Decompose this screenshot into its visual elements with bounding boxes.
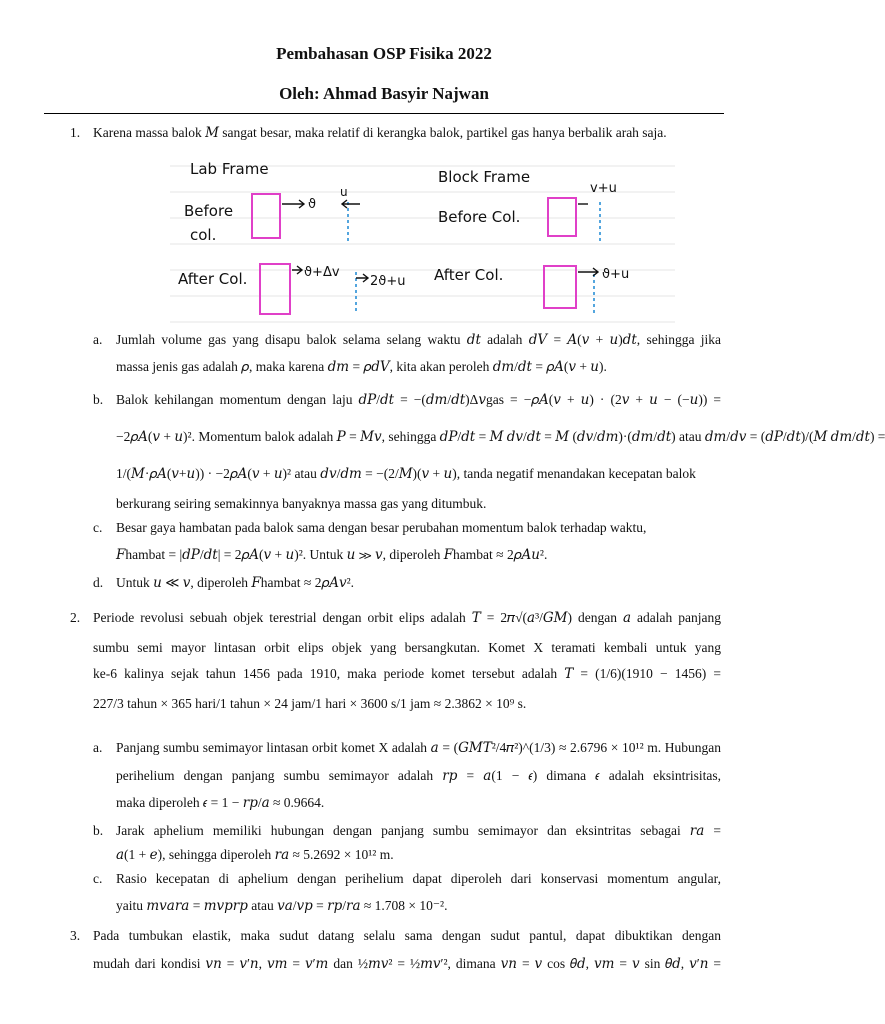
collision-sketch bbox=[170, 152, 675, 324]
part-text: 𝐹hambat = |𝑑𝑃/𝑑𝑡| = 2𝜌𝐴(𝑣 + 𝑢)². Untuk 𝑢 ≫ 𝑣, diperoleh 𝐹hambat ≈ 2𝜌𝐴𝑢². bbox=[116, 547, 548, 562]
problem-number: 3. bbox=[70, 928, 81, 943]
problem-text: sumbu semi mayor lintasan orbit elips objek yang bersangkutan. Komet X teramati kembali untuk yang bbox=[93, 640, 721, 655]
before-col-right-label: Before Col. bbox=[438, 208, 521, 226]
part-label: d. bbox=[93, 575, 104, 590]
part-label: c. bbox=[93, 871, 103, 886]
part-label: b. bbox=[93, 392, 104, 407]
page-title: Pembahasan OSP Fisika 2022 bbox=[276, 44, 492, 63]
part-label: b. bbox=[93, 823, 104, 838]
lab-after-block-label: ϑ+Δv bbox=[304, 265, 340, 280]
block-after-label: ϑ+u bbox=[602, 267, 630, 282]
problem-number: 2. bbox=[70, 610, 81, 625]
part-label: a. bbox=[93, 332, 103, 347]
part-text: Untuk 𝑢 ≪ 𝑣, diperoleh 𝐹hambat ≈ 2𝜌𝐴𝑣². bbox=[116, 575, 354, 590]
lab-before-u-label: u bbox=[340, 185, 348, 199]
problem-text: Pada tumbukan elastik, maka sudut datang selalu sama dengan sudut pantul, dapat dibuktikan dengan bbox=[93, 928, 721, 943]
before-col-label: Before bbox=[184, 202, 234, 220]
lab-block-before bbox=[252, 194, 280, 238]
part-text: Jarak aphelium memiliki hubungan dengan panjang sumbu semimayor dan eksintritas sebagai 𝑟𝑎 = bbox=[116, 823, 721, 838]
part-text: berkurang seiring semakinnya banyaknya massa gas yang ditumbuk. bbox=[116, 496, 487, 511]
header-divider bbox=[44, 113, 724, 114]
problem-number: 1. bbox=[70, 125, 81, 140]
part-text: yaitu 𝑚𝑣𝑎𝑟𝑎 = 𝑚𝑣𝑝𝑟𝑝 atau 𝑣𝑎/𝑣𝑝 = 𝑟𝑝/𝑟𝑎 ≈ 1.708 × 10⁻². bbox=[116, 898, 448, 913]
lab-block-after bbox=[260, 264, 290, 314]
part-text: Balok kehilangan momentum dengan laju 𝑑𝑃/𝑑𝑡 = −(𝑑𝑚/𝑑𝑡)Δ𝑣gas = −𝜌𝐴(𝑣 + 𝑢) · (2𝑣 + 𝑢 − (−𝑢)) = bbox=[116, 392, 721, 407]
part-text: maka diperoleh 𝜖 = 1 − 𝑟𝑝/𝑎 ≈ 0.9664. bbox=[116, 795, 325, 810]
after-col-label: After Col. bbox=[178, 270, 248, 288]
part-label: a. bbox=[93, 740, 103, 755]
block-before-label: v+u bbox=[590, 181, 617, 196]
part-text: 𝑎(1 + 𝑒), sehingga diperoleh 𝑟𝑎 ≈ 5.2692 × 10¹² m. bbox=[116, 847, 394, 862]
part-text: massa jenis gas adalah 𝜌, maka karena 𝑑𝑚 = 𝜌𝑑𝑉, kita akan peroleh 𝑑𝑚/𝑑𝑡 = 𝜌𝐴(𝑣 + 𝑢). bbox=[116, 359, 607, 374]
block-frame-label: Block Frame bbox=[438, 168, 531, 186]
page-author: Oleh: Ahmad Basyir Najwan bbox=[279, 84, 489, 103]
problem-text: 227/3 tahun × 365 hari/1 tahun × 24 jam/1 hari × 3600 s/1 jam ≈ 2.3862 × 10⁹ s. bbox=[93, 696, 527, 711]
before-col-label-2: col. bbox=[190, 226, 217, 244]
part-text: perihelium dengan panjang sumbu semimayor adalah 𝑟𝑝 = 𝑎(1 − 𝜖) dimana 𝜖 adalah eksintrisitas, bbox=[116, 768, 721, 783]
part-text: 1/(𝑀·𝜌𝐴(𝑣+𝑢)) · −2𝜌𝐴(𝑣 + 𝑢)² atau 𝑑𝑣/𝑑𝑚 = −(2/𝑀)(𝑣 + 𝑢), tanda negatif menandakan kecepatan balok bbox=[116, 466, 696, 481]
problem-text: ke-6 kalinya sejak tahun 1456 pada 1910, maka periode komet tersebut adalah 𝑇 = (1/6)(1910 − 1456) = bbox=[93, 666, 721, 681]
part-text: Jumlah volume gas yang disapu balok selama selang waktu 𝑑𝑡 adalah 𝑑𝑉 = 𝐴(𝑣 + 𝑢)𝑑𝑡, sehingga jika bbox=[116, 332, 721, 347]
part-label: c. bbox=[93, 520, 103, 535]
lab-frame-label: Lab Frame bbox=[190, 160, 269, 178]
lab-after-gas-label: 2ϑ+u bbox=[370, 274, 406, 289]
frame-block-after bbox=[544, 266, 576, 308]
part-text: Besar gaya hambatan pada balok sama dengan besar perubahan momentum balok terhadap waktu, bbox=[116, 520, 647, 535]
after-col-right-label: After Col. bbox=[434, 266, 504, 284]
frame-block-before bbox=[548, 198, 576, 236]
lab-before-v-label: ϑ bbox=[308, 197, 317, 212]
part-text: Rasio kecepatan di aphelium dengan perihelium dapat diperoleh dari konservasi momentum angular, bbox=[116, 871, 721, 886]
problem-text: Periode revolusi sebuah objek terestrial dengan orbit elips adalah 𝑇 = 2𝜋√(𝑎³/𝐺𝑀) dengan 𝑎 adalah panjang bbox=[93, 610, 721, 625]
part-text: −2𝜌𝐴(𝑣 + 𝑢)². Momentum balok adalah 𝑃 = 𝑀𝑣, sehingga 𝑑𝑃/𝑑𝑡 = 𝑀 𝑑𝑣/𝑑𝑡 = 𝑀 (𝑑𝑣/𝑑𝑚)·(𝑑𝑚/𝑑𝑡) atau 𝑑𝑚/𝑑𝑣 = (𝑑𝑃/𝑑𝑡)/(𝑀 𝑑𝑚/𝑑𝑡) = bbox=[116, 429, 885, 444]
problem-text: mudah dari kondisi 𝑣𝑛 = 𝑣′𝑛, 𝑣𝑚 = 𝑣′𝑚 dan ½𝑚𝑣² = ½𝑚𝑣′², dimana 𝑣𝑛 = 𝑣 cos 𝜃𝑑, 𝑣𝑚 = 𝑣 sin 𝜃𝑑, 𝑣′𝑛 = bbox=[93, 956, 721, 971]
part-text: Panjang sumbu semimayor lintasan orbit komet X adalah 𝑎 = (𝐺𝑀𝑇²/4𝜋²)^(1/3) ≈ 2.6796 × 10¹² m. Hubungan bbox=[116, 740, 721, 755]
problem-text: Karena massa balok 𝑀 sangat besar, maka relatif di kerangka balok, partikel gas hanya berbalik arah saja. bbox=[93, 125, 667, 140]
